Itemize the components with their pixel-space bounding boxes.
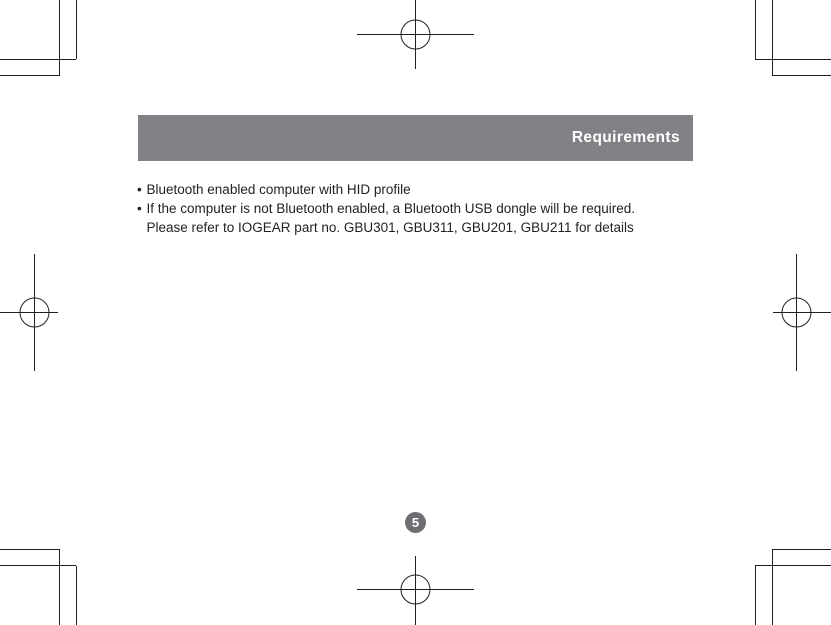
list-item — [137, 180, 697, 199]
requirement-text: Bluetooth enabled computer with HID profile — [146, 182, 411, 197]
registration-mark-right — [773, 254, 831, 371]
requirement-text: If the computer is not Bluetooth enabled, a Bluetooth USB dongle will be required. — [146, 201, 636, 216]
registration-mark-left — [0, 254, 58, 371]
registration-mark-bottom — [357, 556, 474, 625]
section-title: Requirements — [571, 129, 680, 146]
requirements-list — [137, 180, 697, 237]
section-header-bar — [138, 115, 693, 161]
list-item — [137, 199, 697, 237]
page-number-badge: 5 — [405, 512, 426, 533]
bullet-icon: • — [137, 182, 142, 197]
requirement-text-continued: Please refer to IOGEAR part no. GBU301, GBU311, GBU201, GBU211 for details — [146, 220, 634, 235]
bullet-icon: • — [137, 201, 142, 216]
registration-mark-top — [357, 0, 474, 69]
